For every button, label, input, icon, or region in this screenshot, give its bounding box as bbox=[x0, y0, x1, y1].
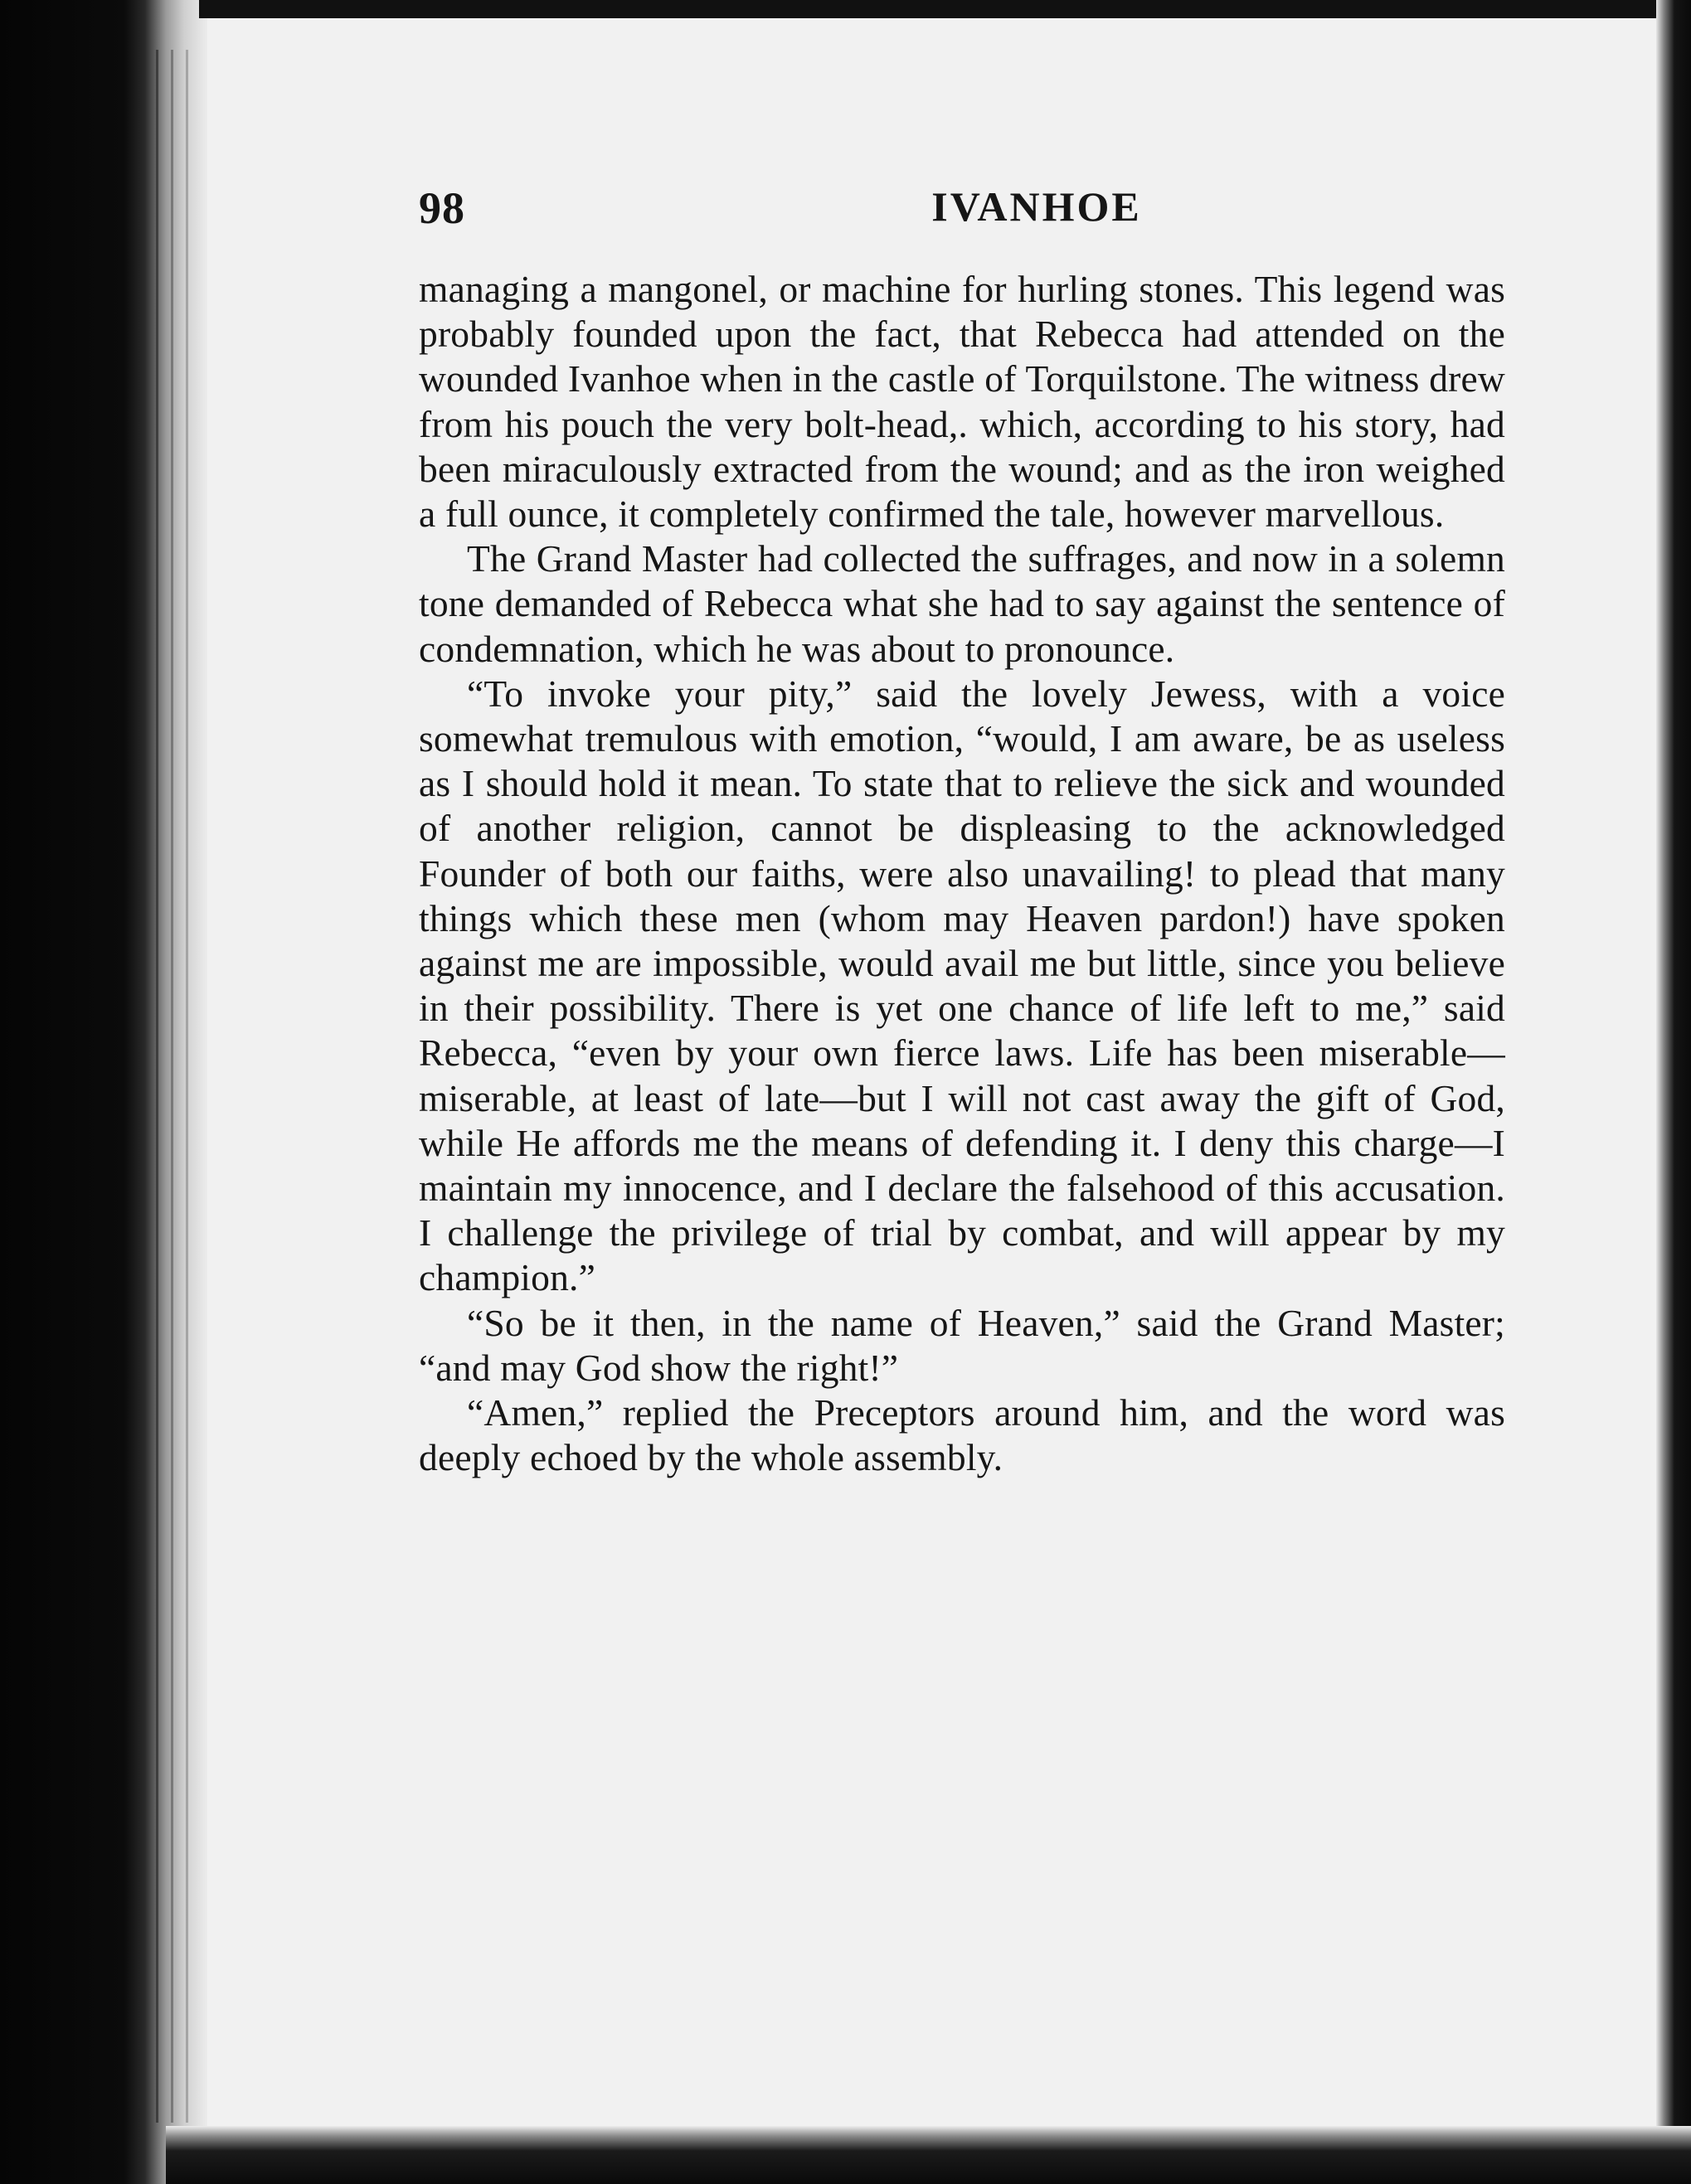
running-head bbox=[419, 182, 1505, 249]
paragraph: “Amen,” replied the Preceptors around him, and the word was deeply echoed by the whole assembly. bbox=[419, 1391, 1505, 1479]
paragraph: “So be it then, in the name of Heaven,” said the Grand Master; “and may God show the right!” bbox=[419, 1301, 1505, 1389]
page-content bbox=[419, 182, 1505, 1841]
top-page-edge bbox=[199, 0, 1691, 18]
page-number: 98 bbox=[419, 183, 465, 233]
paragraph: managing a mangonel, or machine for hurling stones. This legend was probably founded upon the fact, that Rebecca had attended on the wounded Ivanhoe when in the castle of Torquilstone. The witness drew from his pouch the very bolt-head,. which, according to his story, had been miraculously extracted from the wound; and as the iron weighed a full ounce, it completely confirmed the tale, however marvellous. bbox=[419, 268, 1505, 536]
paragraph: The Grand Master had collected the suffrages, and now in a solemn tone demanded of Rebecca what she had to say against the sentence of condemnation, which he was about to pronounce. bbox=[419, 537, 1505, 670]
binding-streak bbox=[171, 50, 173, 2123]
bottom-page-edge bbox=[166, 2126, 1691, 2184]
right-page-edge bbox=[1656, 0, 1691, 2184]
binding-streak bbox=[186, 50, 188, 2123]
body-text bbox=[419, 267, 1505, 1480]
book-binding-shadow bbox=[0, 0, 207, 2184]
paragraph: “To invoke your pity,” said the lovely Jewess, with a voice somewhat tremulous with emotion, “would, I am aware, be as useless as I should hold it mean. To state that to relieve the sick and wounded of another religion, cannot be displeasing to the acknowledged Founder of both our faiths, were also unavailing! to plead that many things which these men (whom may Heaven pardon!) have spoken against me are impossible, would avail me but little, since you believe in their possibility. There is yet one chance of life left to me,” said Rebecca, “even by your own fierce laws. Life has been miserable—miserable, at least of late—but I will not cast away the gift of God, while He affords me the means of defending it. I deny this charge—I maintain my innocence, and I declare the falsehood of this accusation. I challenge the privilege of trial by combat, and will appear by my champion.” bbox=[419, 672, 1505, 1299]
binding-streak bbox=[156, 50, 158, 2123]
running-title: IVANHOE bbox=[931, 183, 1142, 230]
